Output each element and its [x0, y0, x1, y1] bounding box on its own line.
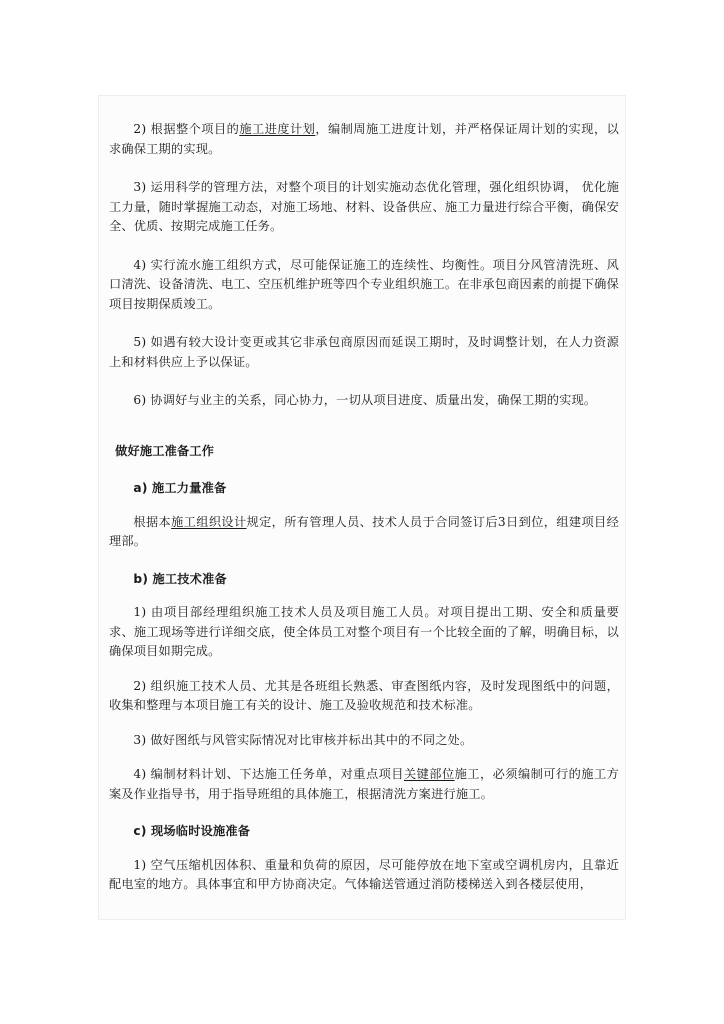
paragraph-drawing-comparison: 3) 做好图纸与风管实际情况对比审核并标出其中的不同之处。: [133, 732, 473, 747]
subsection-c-title: c) 现场临时设施准备: [133, 824, 251, 838]
paragraph-flow-construction: 4) 实行流水施工组织方式，尽可能保证施工的连续性、均衡性。项目分风管清洗班、风口清洗、设备清洗、电工、空压机维护班等四个专业组织施工。在非承包商因素的前提下确保项目按期保质竣工。: [109, 257, 619, 311]
paragraph-staffing: [109, 513, 619, 552]
document-page: [98, 95, 626, 920]
paragraph-design-change: 5) 如遇有较大设计变更或其它非承包商原因而延误工期时，及时调整计划，在人力资源上和材料供应上予以保证。: [109, 335, 619, 369]
paragraph-air-compressor: 1) 空气压缩机因体积、重量和负荷的原因，尽可能停放在地下室或空调机房内，且靠近配电室的地方。具体事宜和甲方协商决定。气体输送管通过消防楼梯送入到各楼层使用，: [109, 857, 619, 891]
link-construction-design[interactable]: 施工组织设计: [171, 514, 247, 529]
paragraph-owner-relations: 6) 协调好与业主的关系，同心协力，一切从项目进度、质量出发，确保工期的实现。: [133, 393, 597, 407]
document-content: [109, 120, 619, 895]
paragraph-tech-briefing: 1) 由项目部经理组织施工技术人员及项目施工人员。对项目提出工期、安全和质量要求、施工现场等进行详细交底，使全体员工对整个项目有一个比较全面的了解，明确目标，以确保项目如期完成。: [109, 605, 619, 658]
link-key-parts[interactable]: 关键部位: [403, 767, 455, 781]
paragraph-scientific-management: 3) 运用科学的管理方法，对整个项目的计划实施动态优化管理，强化组织协调， 优化施工力量，随时掌握施工动态，对施工场地、材料、设备供应、施工力量进行综合平衡，确保安全、优质、按期完成施工任务。: [109, 180, 619, 233]
section-title: 做好施工准备工作: [115, 443, 215, 458]
paragraph-material-plan: [109, 765, 619, 804]
subsection-a-title: a) 施工力量准备: [133, 481, 227, 495]
text-segment: 施工，必须编制可行的施工方案及作业指导书，用于指导班组的具体施工，根据清洗方案进行施工。: [109, 767, 619, 801]
link-construction-schedule[interactable]: 施工进度计划: [239, 122, 316, 136]
paragraph-drawing-review: 2) 组织施工技术人员、尤其是各班组长熟悉、审查图纸内容，及时发现图纸中的问题，收集和整理与本项目施工有关的设计、施工及验收规范和技术标准。: [109, 678, 619, 712]
text-segment: 4) 编制材料计划、下达施工任务单，对重点项目: [133, 767, 404, 781]
text-segment: 根据本: [133, 514, 172, 529]
paragraph-schedule-plan: [109, 120, 619, 159]
text-segment: 规定，所有管理人员、技术人员于合同签订后3日到位，组建项目经理部。: [109, 514, 619, 548]
text-segment: ，编制周施工进度计划，并严格保证周计划的实现，以求确保工期的实现。: [109, 122, 619, 156]
subsection-b-title: b) 施工技术准备: [133, 571, 227, 586]
text-segment: 2) 根据整个项目的: [133, 122, 240, 136]
